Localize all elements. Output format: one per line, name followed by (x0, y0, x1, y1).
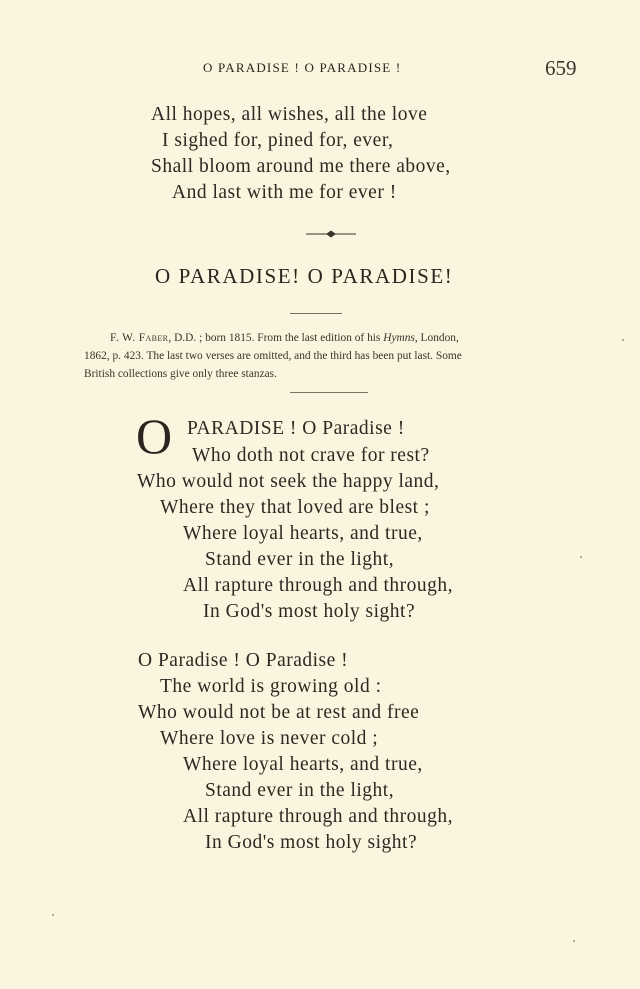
stanza-1-line: Who doth not crave for rest? (192, 445, 430, 466)
stanza-2-line: In God's most holy sight? (205, 832, 418, 853)
work-title: Hymns (383, 332, 415, 344)
drop-cap: O (136, 408, 173, 464)
previous-stanza-line: And last with me for ever ! (172, 182, 397, 203)
paper-speck (622, 339, 624, 341)
stanza-2-line: Stand ever in the light, (205, 780, 395, 801)
attribution-line-3: British collections give only three stanzas. (84, 368, 277, 380)
stanza-1-line: Stand ever in the light, (205, 549, 395, 570)
author-name: F. W. Faber (110, 332, 169, 344)
attribution-text: , London, (414, 332, 459, 344)
section-divider-ornament (306, 228, 356, 240)
attribution-note (84, 329, 580, 383)
stanza-2-line: All rapture through and through, (183, 806, 453, 827)
stanza-1-line: Who would not seek the happy land, (137, 471, 440, 492)
stanza-2-line: Where loyal hearts, and true, (183, 754, 423, 775)
attribution-text: , D.D. ; born 1815. From the last edition of his (168, 332, 384, 344)
paper-speck (52, 914, 54, 916)
stanza-1-line: PARADISE ! O Paradise ! (187, 418, 405, 439)
stanza-2-line: The world is growing old : (160, 676, 382, 697)
paper-speck (580, 556, 582, 558)
previous-stanza-line: All hopes, all wishes, all the love (151, 104, 428, 125)
stanza-2-line: Who would not be at rest and free (138, 702, 420, 723)
previous-stanza-line: Shall bloom around me there above, (151, 156, 451, 177)
attribution-line-2: 1862, p. 423. The last two verses are omitted, and the third has been put last. Some (84, 350, 462, 362)
stanza-1-line: In God's most holy sight? (203, 601, 416, 622)
attribution-rule (290, 392, 368, 393)
stanza-1-line: All rapture through and through, (183, 575, 453, 596)
page-number: 659 (545, 56, 577, 80)
title-rule (290, 313, 342, 314)
paper-speck (573, 940, 575, 942)
stanza-2-line: Where love is never cold ; (160, 728, 379, 749)
attribution-line-1 (84, 329, 580, 347)
previous-stanza-line: I sighed for, pined for, ever, (162, 130, 394, 151)
hymn-title: O PARADISE! O PARADISE! (155, 264, 454, 288)
stanza-1-line: Where they that loved are blest ; (160, 497, 430, 518)
running-head: O PARADISE ! O PARADISE ! (203, 60, 402, 75)
stanza-1-line: Where loyal hearts, and true, (183, 523, 423, 544)
stanza-2-line: O Paradise ! O Paradise ! (138, 650, 349, 671)
